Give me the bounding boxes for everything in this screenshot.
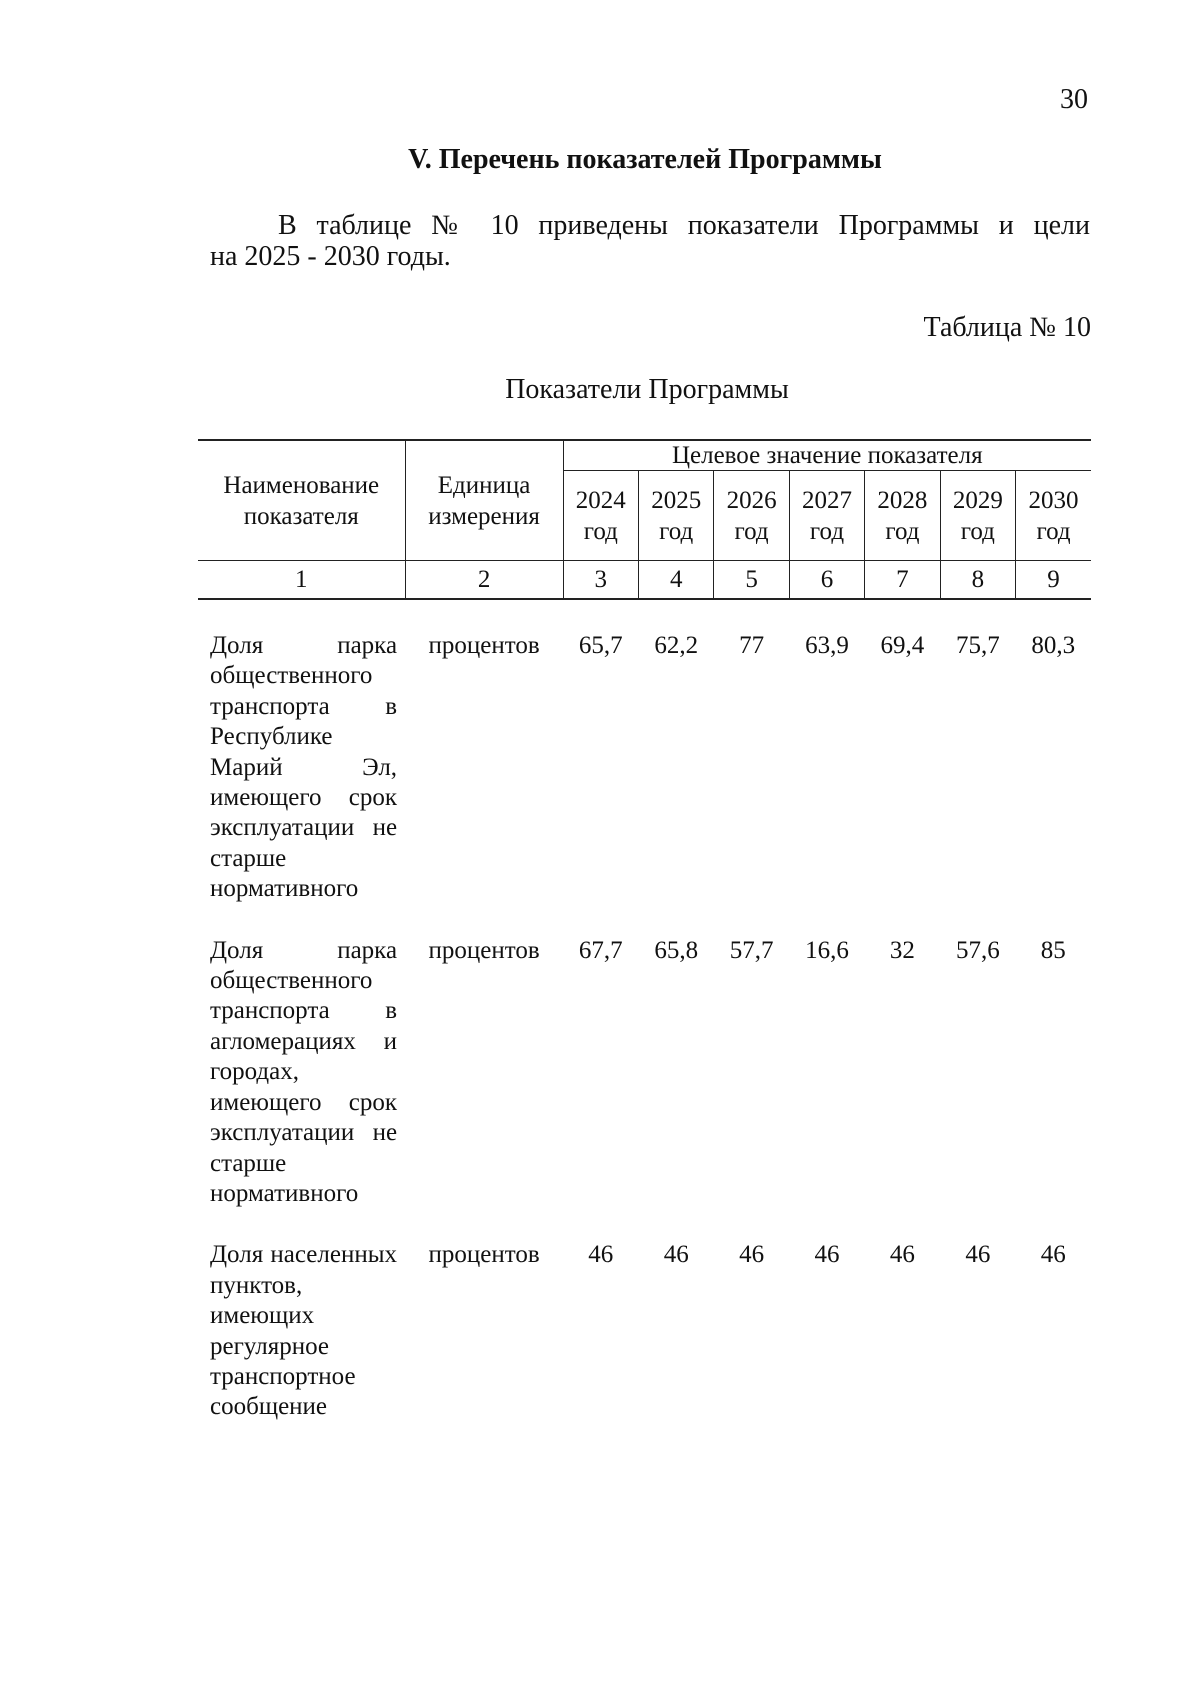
section-title: V. Перечень показателей Программы: [408, 144, 882, 175]
header-year: 2026 год: [714, 471, 789, 561]
indicator-value: 46: [588, 1241, 614, 1269]
column-number: 9: [1016, 561, 1091, 600]
header-year: 2028 год: [865, 471, 940, 561]
indicator-value: 69,4: [880, 632, 925, 659]
column-number: 4: [638, 561, 713, 600]
indicator-value: 46: [889, 1241, 915, 1269]
indicators-table: [198, 439, 1091, 1423]
indicator-name: Доля парка общественного транспорта в Республике Марий Эл, имеющего срок эксплуатации не старше нормативного: [210, 632, 398, 903]
header-year: 2030 год: [1016, 471, 1091, 561]
indicator-value: 57,7: [729, 936, 774, 964]
table-row: [198, 631, 1091, 905]
indicator-unit: процентов: [428, 1241, 540, 1269]
indicator-name: Доля парка общественного транспорта в агломерациях и городах, имеющего срок эксплуатации не старше нормативного: [210, 936, 398, 1207]
table-row: [198, 1240, 1091, 1422]
header-year: 2029 год: [940, 471, 1015, 561]
indicator-value: 32: [889, 936, 915, 964]
indicator-value: 67,7: [578, 936, 623, 964]
header-indicator-name: Наименование показателя: [198, 440, 405, 561]
header-year: 2027 год: [789, 471, 864, 561]
column-number: 8: [940, 561, 1015, 600]
table-number-label: Таблица № 10: [923, 312, 1091, 343]
table-row: [198, 936, 1091, 1210]
indicator-value: 65,7: [578, 632, 623, 659]
indicator-value: 46: [1040, 1241, 1066, 1269]
indicator-value: 62,2: [654, 632, 699, 659]
indicator-value: 46: [965, 1241, 991, 1269]
indicator-unit: процентов: [428, 632, 540, 659]
indicator-value: 77: [739, 632, 765, 659]
column-number: 2: [405, 561, 563, 600]
indicator-value: 75,7: [955, 632, 1000, 659]
indicator-value: 80,3: [1031, 632, 1076, 659]
column-number: 3: [563, 561, 638, 600]
column-number: 5: [714, 561, 789, 600]
header-unit: Единица измерения: [405, 440, 563, 561]
column-number: 6: [789, 561, 864, 600]
column-number: 1: [198, 561, 405, 600]
indicator-value: 46: [739, 1241, 765, 1269]
intro-paragraph: [210, 210, 1090, 272]
indicator-value: 16,6: [805, 936, 849, 964]
intro-line-1: В таблице № 10 приведены показатели Программы и цели: [278, 210, 1090, 241]
indicator-name: Доля населенных пунктов, имеющих регулярное транспортное сообщение: [210, 1241, 398, 1421]
intro-line-2: на 2025 - 2030 годы.: [210, 241, 451, 272]
indicator-value: 65,8: [654, 936, 699, 964]
indicator-value: 85: [1040, 936, 1066, 964]
indicator-value: 46: [663, 1241, 689, 1269]
header-year: 2025 год: [638, 471, 713, 561]
indicator-unit: процентов: [428, 936, 540, 964]
indicator-value: 46: [814, 1241, 840, 1269]
table-title: Показатели Программы: [505, 374, 789, 405]
header-year: 2024 год: [563, 471, 638, 561]
header-target-value: Целевое значение показателя: [563, 440, 1091, 471]
page-number: 30: [1060, 84, 1088, 115]
indicator-value: 63,9: [805, 632, 849, 659]
indicator-value: 57,6: [955, 936, 1000, 964]
column-number: 7: [865, 561, 940, 600]
